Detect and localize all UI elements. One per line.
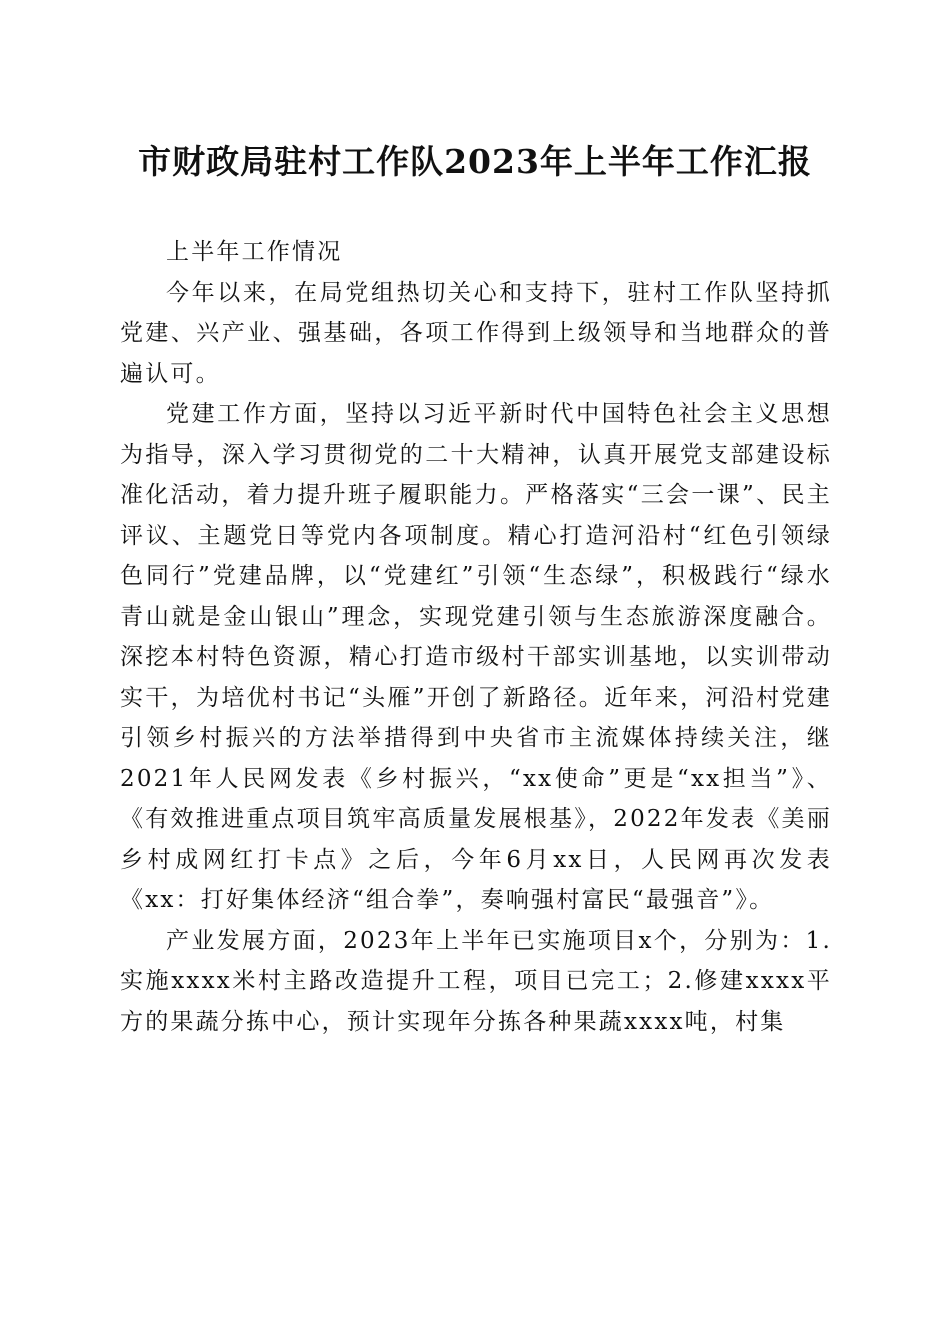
- paragraph-party-building: 党建工作方面，坚持以习近平新时代中国特色社会主义思想为指导，深入学习贯彻党的二十大精神，认真开展党支部建设标准化活动，着力提升班子履职能力。严格落实“三会一课”、民主评议、主题党日等党内各项制度。精心打造河沿村“红色引领绿色同行”党建品牌，以“党建红”引领“生态绿”，积极践行“绿水青山就是金山银山”理念，实现党建引领与生态旅游深度融合。深挖本村特色资源，精心打造市级村干部实训基地，以实训带动实干，为培优村书记“头雁”开创了新路径。近年来，河沿村党建引领乡村振兴的方法举措得到中央省市主流媒体持续关注，继2021年人民网发表《乡村振兴，“xx使命”更是“xx担当”》、《有效推进重点项目筑牢高质量发展根基》，2022年发表《美丽乡村成网红打卡点》之后，今年6月xx日，人民网再次发表《xx：打好集体经济“组合拳”，奏响强村富民“最强音”》。: [120, 401, 832, 913]
- document-title: 市财政局驻村工作队2023年上半年工作汇报: [138, 142, 812, 181]
- section-heading: 上半年工作情况: [166, 239, 343, 265]
- paragraph-industry-development: 产业发展方面，2023年上半年已实施项目x个，分别为：1.实施xxxx米村主路改造提升工程，项目已完工；2.修建xxxx平方的果蔬分拣中心，预计实现年分拣各种果蔬xxxx吨，村集: [120, 927, 832, 1035]
- document-body: [120, 232, 832, 1042]
- paragraph-intro: 今年以来，在局党组热切关心和支持下，驻村工作队坚持抓党建、兴产业、强基础，各项工作得到上级领导和当地群众的普遍认可。: [120, 279, 832, 387]
